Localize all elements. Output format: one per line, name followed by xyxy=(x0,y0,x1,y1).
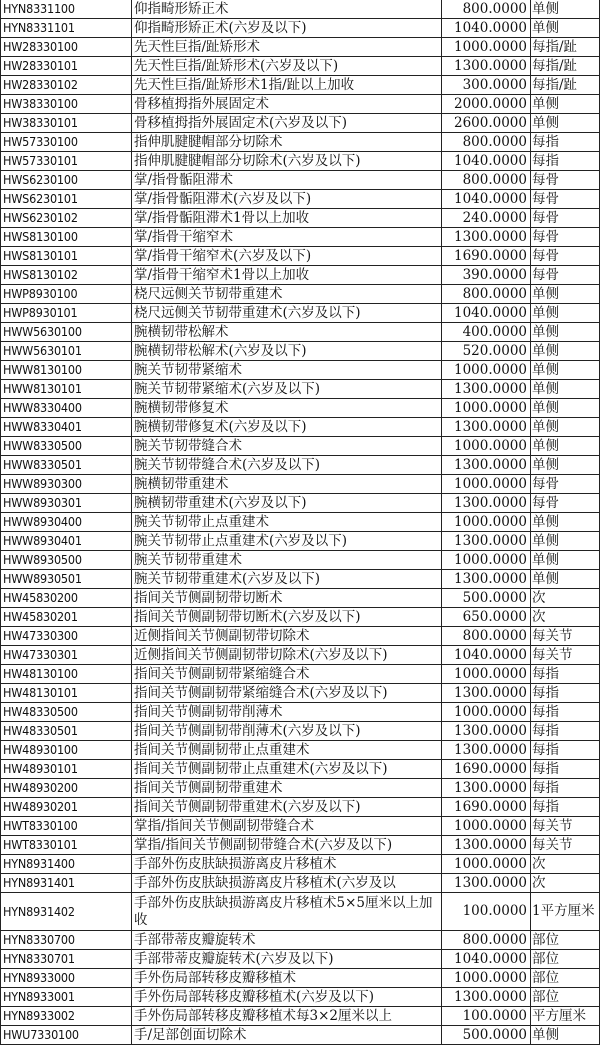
unit-cell: 1平方厘米 xyxy=(531,893,600,931)
table-row xyxy=(1,437,600,456)
item-name-cell: 指间关节侧副韧带止点重建术 xyxy=(132,741,442,760)
unit-cell: 部位 xyxy=(531,950,600,969)
item-name-cell: 腕关节韧带缝合术(六岁及以下) xyxy=(132,456,442,475)
unit-cell: 次 xyxy=(531,874,600,893)
table-row xyxy=(1,931,600,950)
item-code-cell: HWP8930101 xyxy=(1,304,132,323)
price-cell: 1000.0000 xyxy=(442,817,531,836)
item-name-cell: 桡尺远侧关节韧带重建术 xyxy=(132,285,442,304)
price-cell: 800.0000 xyxy=(442,0,531,19)
table-row xyxy=(1,456,600,475)
item-code-cell: HW48330501 xyxy=(1,722,132,741)
item-code-cell: HWW8330500 xyxy=(1,437,132,456)
table-row xyxy=(1,798,600,817)
table-row xyxy=(1,418,600,437)
item-code-cell: HYN8933000 xyxy=(1,969,132,988)
table-row xyxy=(1,304,600,323)
price-cell: 400.0000 xyxy=(442,323,531,342)
item-code-cell: HWS8130100 xyxy=(1,228,132,247)
item-code-cell: HWW8930301 xyxy=(1,494,132,513)
price-cell: 1300.0000 xyxy=(442,874,531,893)
unit-cell: 部位 xyxy=(531,988,600,1007)
item-code-cell: HW28330100 xyxy=(1,38,132,57)
item-code-cell: HYN8931401 xyxy=(1,874,132,893)
item-code-cell: HYN8331101 xyxy=(1,19,132,38)
item-code-cell: HWP8930100 xyxy=(1,285,132,304)
table-row xyxy=(1,361,600,380)
item-code-cell: HWT8330101 xyxy=(1,836,132,855)
price-cell: 800.0000 xyxy=(442,133,531,152)
item-name-cell: 指间关节侧副韧带紧缩缝合术 xyxy=(132,665,442,684)
item-name-cell: 腕横韧带修复术(六岁及以下) xyxy=(132,418,442,437)
price-cell: 1000.0000 xyxy=(442,437,531,456)
table-row xyxy=(1,133,600,152)
item-name-cell: 指间关节侧副韧带切断术(六岁及以下) xyxy=(132,608,442,627)
unit-cell: 单侧 xyxy=(531,304,600,323)
price-cell: 1690.0000 xyxy=(442,798,531,817)
item-code-cell: HWW5630100 xyxy=(1,323,132,342)
item-code-cell: HWW8930400 xyxy=(1,513,132,532)
price-cell: 800.0000 xyxy=(442,931,531,950)
item-name-cell: 先天性巨指/趾矫形术 xyxy=(132,38,442,57)
table-row xyxy=(1,684,600,703)
price-cell: 240.0000 xyxy=(442,209,531,228)
unit-cell: 单侧 xyxy=(531,532,600,551)
price-cell: 2600.0000 xyxy=(442,114,531,133)
unit-cell: 单侧 xyxy=(531,399,600,418)
price-cell: 1000.0000 xyxy=(442,665,531,684)
item-code-cell: HWU7330100 xyxy=(1,1026,132,1045)
item-code-cell: HW57330101 xyxy=(1,152,132,171)
item-name-cell: 腕关节韧带缝合术 xyxy=(132,437,442,456)
price-cell: 1690.0000 xyxy=(442,760,531,779)
unit-cell: 每指 xyxy=(531,760,600,779)
item-code-cell: HWW8130100 xyxy=(1,361,132,380)
unit-cell: 每关节 xyxy=(531,836,600,855)
item-name-cell: 掌指/指间关节侧副韧带缝合术 xyxy=(132,817,442,836)
item-code-cell: HW48930201 xyxy=(1,798,132,817)
table-row xyxy=(1,551,600,570)
price-cell: 1000.0000 xyxy=(442,551,531,570)
price-cell: 1000.0000 xyxy=(442,513,531,532)
price-cell: 1000.0000 xyxy=(442,969,531,988)
item-name-cell: 腕关节韧带止点重建术 xyxy=(132,513,442,532)
unit-cell: 次 xyxy=(531,608,600,627)
price-cell: 500.0000 xyxy=(442,589,531,608)
price-cell: 1300.0000 xyxy=(442,57,531,76)
unit-cell: 单侧 xyxy=(531,285,600,304)
price-cell: 1040.0000 xyxy=(442,304,531,323)
item-code-cell: HWW8930501 xyxy=(1,570,132,589)
unit-cell: 每骨 xyxy=(531,247,600,266)
table-row xyxy=(1,1007,600,1026)
price-cell: 1000.0000 xyxy=(442,475,531,494)
item-code-cell: HW38330101 xyxy=(1,114,132,133)
price-cell: 1040.0000 xyxy=(442,950,531,969)
item-name-cell: 指间关节侧副韧带止点重建术(六岁及以下) xyxy=(132,760,442,779)
table-row xyxy=(1,190,600,209)
price-cell: 520.0000 xyxy=(442,342,531,361)
table-row xyxy=(1,893,600,931)
price-cell: 1300.0000 xyxy=(442,532,531,551)
item-name-cell: 近侧指间关节侧副韧带切除术 xyxy=(132,627,442,646)
table-row xyxy=(1,323,600,342)
item-name-cell: 指间关节侧副韧带重建术 xyxy=(132,779,442,798)
item-name-cell: 腕横韧带重建术(六岁及以下) xyxy=(132,494,442,513)
table-row xyxy=(1,836,600,855)
item-name-cell: 腕关节韧带紧缩术(六岁及以下) xyxy=(132,380,442,399)
table-row xyxy=(1,114,600,133)
table-row xyxy=(1,76,600,95)
item-name-cell: 手/足部创面切除术 xyxy=(132,1026,442,1045)
table-row xyxy=(1,209,600,228)
unit-cell: 部位 xyxy=(531,931,600,950)
price-cell: 1000.0000 xyxy=(442,38,531,57)
table-row xyxy=(1,665,600,684)
table-row xyxy=(1,646,600,665)
item-name-cell: 腕关节韧带重建术 xyxy=(132,551,442,570)
item-name-cell: 手部外伤皮肤缺损游离皮片移植术(六岁及以 xyxy=(132,874,442,893)
table-row xyxy=(1,950,600,969)
table-row xyxy=(1,874,600,893)
fee-table-body xyxy=(1,0,600,1045)
item-code-cell: HW38330100 xyxy=(1,95,132,114)
table-row xyxy=(1,285,600,304)
table-row xyxy=(1,247,600,266)
unit-cell: 平方厘米 xyxy=(531,1007,600,1026)
item-code-cell: HW47330301 xyxy=(1,646,132,665)
item-name-cell: 先天性巨指/趾矫形术1指/趾以上加收 xyxy=(132,76,442,95)
price-cell: 1300.0000 xyxy=(442,494,531,513)
table-row xyxy=(1,570,600,589)
price-cell: 1000.0000 xyxy=(442,399,531,418)
price-cell: 1000.0000 xyxy=(442,855,531,874)
unit-cell: 部位 xyxy=(531,969,600,988)
item-code-cell: HWW8330401 xyxy=(1,418,132,437)
item-code-cell: HW48930101 xyxy=(1,760,132,779)
table-row xyxy=(1,855,600,874)
price-cell: 1300.0000 xyxy=(442,418,531,437)
item-name-cell: 腕关节韧带止点重建术(六岁及以下) xyxy=(132,532,442,551)
item-code-cell: HW48130101 xyxy=(1,684,132,703)
price-cell: 390.0000 xyxy=(442,266,531,285)
unit-cell: 次 xyxy=(531,589,600,608)
item-name-cell: 手部带蒂皮瓣旋转术 xyxy=(132,931,442,950)
item-code-cell: HYN8330701 xyxy=(1,950,132,969)
item-name-cell: 腕关节韧带重建术(六岁及以下) xyxy=(132,570,442,589)
unit-cell: 每指 xyxy=(531,703,600,722)
unit-cell: 每关节 xyxy=(531,646,600,665)
item-code-cell: HWS6230101 xyxy=(1,190,132,209)
item-name-cell: 手外伤局部转移皮瓣移植术 xyxy=(132,969,442,988)
table-row xyxy=(1,342,600,361)
table-row xyxy=(1,969,600,988)
price-cell: 2000.0000 xyxy=(442,95,531,114)
unit-cell: 单侧 xyxy=(531,19,600,38)
unit-cell: 单侧 xyxy=(531,380,600,399)
price-cell: 1300.0000 xyxy=(442,988,531,1007)
table-row xyxy=(1,494,600,513)
unit-cell: 单侧 xyxy=(531,418,600,437)
table-row xyxy=(1,760,600,779)
item-code-cell: HWW8930300 xyxy=(1,475,132,494)
table-row xyxy=(1,171,600,190)
table-row xyxy=(1,703,600,722)
price-cell: 1300.0000 xyxy=(442,380,531,399)
item-code-cell: HWW8330400 xyxy=(1,399,132,418)
item-name-cell: 指间关节侧副韧带切断术 xyxy=(132,589,442,608)
item-name-cell: 腕横韧带松解术(六岁及以下) xyxy=(132,342,442,361)
item-code-cell: HW48130100 xyxy=(1,665,132,684)
item-name-cell: 腕横韧带松解术 xyxy=(132,323,442,342)
item-name-cell: 仰指畸形矫正术(六岁及以下) xyxy=(132,19,442,38)
item-code-cell: HYN8931402 xyxy=(1,893,132,931)
table-row xyxy=(1,532,600,551)
unit-cell: 每骨 xyxy=(531,171,600,190)
price-cell: 1300.0000 xyxy=(442,684,531,703)
item-code-cell: HWS8130102 xyxy=(1,266,132,285)
price-cell: 1300.0000 xyxy=(442,722,531,741)
item-name-cell: 腕关节韧带紧缩术 xyxy=(132,361,442,380)
item-code-cell: HWW8130101 xyxy=(1,380,132,399)
unit-cell: 每骨 xyxy=(531,209,600,228)
item-code-cell: HWW8930401 xyxy=(1,532,132,551)
unit-cell: 单侧 xyxy=(531,114,600,133)
unit-cell: 每指 xyxy=(531,684,600,703)
item-name-cell: 桡尺远侧关节韧带重建术(六岁及以下) xyxy=(132,304,442,323)
price-cell: 1300.0000 xyxy=(442,779,531,798)
item-code-cell: HW47330300 xyxy=(1,627,132,646)
item-code-cell: HWT8330100 xyxy=(1,817,132,836)
price-cell: 1040.0000 xyxy=(442,19,531,38)
item-code-cell: HW48930100 xyxy=(1,741,132,760)
price-cell: 1690.0000 xyxy=(442,247,531,266)
unit-cell: 单侧 xyxy=(531,1026,600,1045)
item-name-cell: 腕横韧带修复术 xyxy=(132,399,442,418)
table-row xyxy=(1,95,600,114)
unit-cell: 单侧 xyxy=(531,0,600,19)
price-cell: 1300.0000 xyxy=(442,741,531,760)
item-name-cell: 掌/指骨干缩窄术1骨以上加收 xyxy=(132,266,442,285)
price-cell: 800.0000 xyxy=(442,171,531,190)
unit-cell: 每指 xyxy=(531,798,600,817)
item-code-cell: HWW8930500 xyxy=(1,551,132,570)
unit-cell: 每骨 xyxy=(531,228,600,247)
price-cell: 500.0000 xyxy=(442,1026,531,1045)
table-row xyxy=(1,741,600,760)
table-row xyxy=(1,1026,600,1045)
price-cell: 1040.0000 xyxy=(442,190,531,209)
unit-cell: 每关节 xyxy=(531,817,600,836)
table-row xyxy=(1,19,600,38)
unit-cell: 每指 xyxy=(531,665,600,684)
price-cell: 300.0000 xyxy=(442,76,531,95)
table-row xyxy=(1,608,600,627)
item-name-cell: 手部外伤皮肤缺损游离皮片移植术5×5厘米以上加收 xyxy=(132,893,442,931)
item-name-cell: 近侧指间关节侧副韧带切除术(六岁及以下) xyxy=(132,646,442,665)
table-row xyxy=(1,988,600,1007)
item-code-cell: HWW5630101 xyxy=(1,342,132,361)
table-row xyxy=(1,589,600,608)
table-row xyxy=(1,228,600,247)
unit-cell: 单侧 xyxy=(531,361,600,380)
item-name-cell: 先天性巨指/趾矫形术(六岁及以下) xyxy=(132,57,442,76)
item-name-cell: 骨移植拇指外展固定术 xyxy=(132,95,442,114)
item-name-cell: 手外伤局部转移皮瓣移植术(六岁及以下) xyxy=(132,988,442,1007)
item-code-cell: HWS6230100 xyxy=(1,171,132,190)
item-name-cell: 指间关节侧副韧带削薄术 xyxy=(132,703,442,722)
unit-cell: 每骨 xyxy=(531,266,600,285)
unit-cell: 每关节 xyxy=(531,627,600,646)
table-row xyxy=(1,817,600,836)
item-code-cell: HW45830200 xyxy=(1,589,132,608)
item-code-cell: HW45830201 xyxy=(1,608,132,627)
unit-cell: 每指/趾 xyxy=(531,38,600,57)
item-name-cell: 指间关节侧副韧带削薄术(六岁及以下) xyxy=(132,722,442,741)
price-cell: 1300.0000 xyxy=(442,570,531,589)
item-code-cell: HYN8933002 xyxy=(1,1007,132,1026)
item-code-cell: HW28330101 xyxy=(1,57,132,76)
price-cell: 100.0000 xyxy=(442,1007,531,1026)
unit-cell: 单侧 xyxy=(531,323,600,342)
table-row xyxy=(1,513,600,532)
price-cell: 800.0000 xyxy=(442,285,531,304)
table-row xyxy=(1,152,600,171)
unit-cell: 单侧 xyxy=(531,570,600,589)
table-row xyxy=(1,57,600,76)
item-name-cell: 掌/指骨干缩窄术(六岁及以下) xyxy=(132,247,442,266)
unit-cell: 单侧 xyxy=(531,551,600,570)
item-code-cell: HYN8933001 xyxy=(1,988,132,1007)
price-cell: 1040.0000 xyxy=(442,646,531,665)
price-cell: 1300.0000 xyxy=(442,456,531,475)
unit-cell: 每指 xyxy=(531,779,600,798)
item-code-cell: HWS6230102 xyxy=(1,209,132,228)
item-name-cell: 掌/指骨骺阻滞术1骨以上加收 xyxy=(132,209,442,228)
price-cell: 100.0000 xyxy=(442,893,531,931)
price-cell: 1040.0000 xyxy=(442,152,531,171)
item-name-cell: 掌指/指间关节侧副韧带缝合术(六岁及以下) xyxy=(132,836,442,855)
unit-cell: 每骨 xyxy=(531,475,600,494)
unit-cell: 单侧 xyxy=(531,437,600,456)
item-name-cell: 掌/指骨骺阻滞术 xyxy=(132,171,442,190)
unit-cell: 每骨 xyxy=(531,494,600,513)
item-name-cell: 腕横韧带重建术 xyxy=(132,475,442,494)
unit-cell: 单侧 xyxy=(531,513,600,532)
table-row xyxy=(1,779,600,798)
item-name-cell: 仰指畸形矫正术 xyxy=(132,0,442,19)
item-name-cell: 骨移植拇指外展固定术(六岁及以下) xyxy=(132,114,442,133)
item-name-cell: 指伸肌腱腱帽部分切除术(六岁及以下) xyxy=(132,152,442,171)
item-code-cell: HYN8931400 xyxy=(1,855,132,874)
item-name-cell: 指间关节侧副韧带紧缩缝合术(六岁及以下) xyxy=(132,684,442,703)
price-cell: 800.0000 xyxy=(442,627,531,646)
item-code-cell: HYN8330700 xyxy=(1,931,132,950)
item-code-cell: HW57330100 xyxy=(1,133,132,152)
table-row xyxy=(1,38,600,57)
price-cell: 1000.0000 xyxy=(442,703,531,722)
unit-cell: 每指 xyxy=(531,133,600,152)
item-code-cell: HYN8331100 xyxy=(1,0,132,19)
item-code-cell: HW48930200 xyxy=(1,779,132,798)
item-name-cell: 手外伤局部转移皮瓣移植术每3×2厘米以上 xyxy=(132,1007,442,1026)
item-code-cell: HWS8130101 xyxy=(1,247,132,266)
item-name-cell: 手部带蒂皮瓣旋转术(六岁及以下) xyxy=(132,950,442,969)
table-row xyxy=(1,722,600,741)
unit-cell: 次 xyxy=(531,855,600,874)
price-cell: 1300.0000 xyxy=(442,836,531,855)
item-name-cell: 掌/指骨干缩窄术 xyxy=(132,228,442,247)
unit-cell: 每指 xyxy=(531,741,600,760)
item-code-cell: HW28330102 xyxy=(1,76,132,95)
item-name-cell: 掌/指骨骺阻滞术(六岁及以下) xyxy=(132,190,442,209)
unit-cell: 每指/趾 xyxy=(531,57,600,76)
item-code-cell: HWW8330501 xyxy=(1,456,132,475)
unit-cell: 单侧 xyxy=(531,456,600,475)
unit-cell: 每指 xyxy=(531,722,600,741)
item-name-cell: 手部外伤皮肤缺损游离皮片移植术 xyxy=(132,855,442,874)
table-row xyxy=(1,266,600,285)
table-row xyxy=(1,475,600,494)
table-row xyxy=(1,399,600,418)
price-cell: 650.0000 xyxy=(442,608,531,627)
unit-cell: 每指/趾 xyxy=(531,76,600,95)
table-row xyxy=(1,380,600,399)
unit-cell: 单侧 xyxy=(531,95,600,114)
unit-cell: 每骨 xyxy=(531,190,600,209)
item-code-cell: HW48330500 xyxy=(1,703,132,722)
price-cell: 1000.0000 xyxy=(442,361,531,380)
table-row xyxy=(1,0,600,19)
item-name-cell: 指伸肌腱腱帽部分切除术 xyxy=(132,133,442,152)
unit-cell: 单侧 xyxy=(531,342,600,361)
table-row xyxy=(1,627,600,646)
item-name-cell: 指间关节侧副韧带重建术(六岁及以下) xyxy=(132,798,442,817)
price-cell: 1300.0000 xyxy=(442,228,531,247)
unit-cell: 每指 xyxy=(531,152,600,171)
